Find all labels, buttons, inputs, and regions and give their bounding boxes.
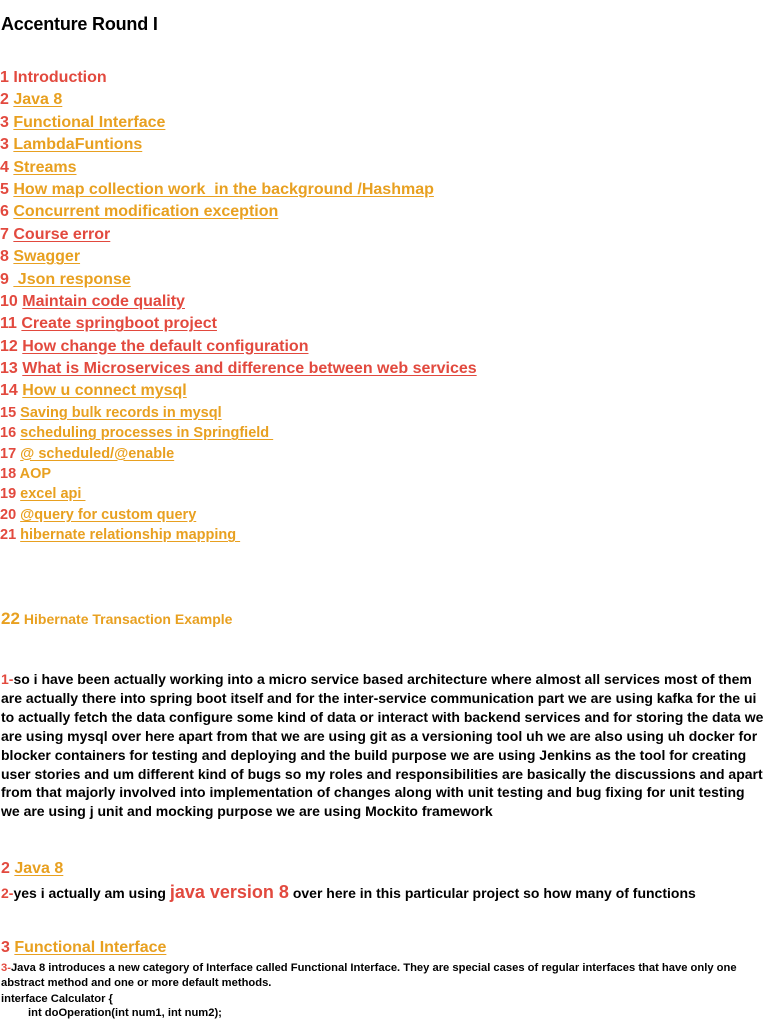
toc-item-link[interactable]: Introduction xyxy=(13,69,107,86)
toc-item-link[interactable]: What is Microservices and difference between web services xyxy=(22,360,477,378)
toc-item-link[interactable]: excel api xyxy=(20,486,86,503)
toc-item[interactable] xyxy=(0,291,477,313)
toc-item[interactable] xyxy=(0,179,477,201)
answer-marker: 1- xyxy=(1,671,14,687)
toc-item-number: 2 xyxy=(0,91,9,109)
toc-item-number: 20 xyxy=(0,506,17,523)
toc-item[interactable] xyxy=(0,336,477,358)
toc-item[interactable] xyxy=(0,157,477,179)
toc-item-link[interactable]: Course error xyxy=(13,225,111,243)
section-title-link[interactable]: Java 8 xyxy=(14,860,64,877)
answer-highlight: java version 8 xyxy=(169,882,289,902)
section-2-heading xyxy=(1,860,63,878)
toc-item-number: 13 xyxy=(0,360,18,378)
toc-item-number: 4 xyxy=(0,158,9,176)
toc-item-number: 9 xyxy=(0,270,9,288)
toc-item[interactable] xyxy=(0,224,477,246)
toc-item-link[interactable]: Swagger xyxy=(13,248,81,266)
toc-item-link[interactable]: LambdaFuntions xyxy=(13,136,143,154)
toc-item[interactable] xyxy=(0,505,477,525)
toc-item-link[interactable]: Streams xyxy=(13,158,77,176)
toc-item-link[interactable]: Saving bulk records in mysql xyxy=(20,404,222,421)
toc-item-link[interactable]: How map collection work in the background /Hashmap xyxy=(13,180,434,198)
toc-item-number: 11 xyxy=(0,315,17,333)
toc-item[interactable] xyxy=(0,67,477,89)
toc-item-link[interactable]: @query for custom query xyxy=(20,506,197,523)
toc-item-number: 8 xyxy=(0,248,9,266)
toc-item[interactable] xyxy=(0,89,477,111)
section-title-link[interactable]: Functional Interface xyxy=(14,939,167,956)
toc-item[interactable] xyxy=(0,380,477,402)
toc-item-number: 3 xyxy=(0,136,9,154)
toc-item[interactable] xyxy=(0,246,477,268)
answer-marker: 2- xyxy=(1,885,14,901)
code-line-2: int doOperation(int num1, int num2); xyxy=(28,1007,222,1019)
toc-item-number: 21 xyxy=(0,527,17,544)
toc-item[interactable] xyxy=(0,525,477,545)
toc-item-number: 3 xyxy=(0,113,9,131)
answer-text-before: yes i actually am using xyxy=(13,885,170,901)
toc-item-link[interactable]: @ scheduled/@enable xyxy=(20,445,175,462)
code-line-1: interface Calculator { xyxy=(1,993,113,1005)
answer-text-after: over here in this particular project so how many of functions xyxy=(288,885,696,901)
toc-item-number: 19 xyxy=(0,486,17,503)
toc-item-number: 10 xyxy=(0,292,18,310)
toc-item-number: 12 xyxy=(0,337,18,355)
answer-paragraph-2 xyxy=(1,882,767,903)
answer-text: so i have been actually working into a micro service based architecture where almost all services most of them are actually there into spring boot itself and for the inter-service communication part we are using kafka for the ui to actually fetch the data configure some kind of data or interact with backend services and for storing the data we are using mysql over here apart from that we are using git as a versioning tool uh we are also using uh docker for blocker containers for testing and deploying and the build purpose we are using Jenkins as the tool for creating user stories and um different kind of bugs so my roles and responsibilities are basically the discussions and apart from that majorly involved into implementation of changes along with unit testing and bug fixing for unit testing we are using j unit and mocking purpose we are using Mockito framework xyxy=(1,671,764,820)
toc-item-number: 17 xyxy=(0,445,17,462)
toc-item[interactable] xyxy=(0,313,477,335)
toc-item[interactable] xyxy=(0,484,477,504)
toc-item[interactable] xyxy=(0,423,477,443)
answer-paragraph-1 xyxy=(1,670,767,821)
table-of-contents xyxy=(0,67,477,546)
toc-item-link[interactable]: How change the default configuration xyxy=(22,337,309,355)
answer-text: Java 8 introduces a new category of Interface called Functional Interface. They are special cases of regular interfaces that have only one abstract method and one or more default methods. xyxy=(1,962,737,989)
section-number: 22 xyxy=(1,609,20,628)
page-title: Accenture Round I xyxy=(1,14,158,34)
section-number: 3 xyxy=(1,939,10,956)
toc-item-link[interactable]: Maintain code quality xyxy=(22,292,185,310)
section-title: Hibernate Transaction Example xyxy=(23,611,233,627)
section-22-heading xyxy=(1,609,232,629)
toc-item-number: 14 xyxy=(0,382,18,400)
toc-item-link[interactable]: How u connect mysql xyxy=(22,382,187,400)
toc-item-link[interactable]: scheduling processes in Springfield xyxy=(20,425,274,442)
toc-item-link[interactable]: AOP xyxy=(19,466,52,483)
toc-item[interactable] xyxy=(0,134,477,156)
section-3-heading xyxy=(1,939,166,957)
answer-paragraph-3 xyxy=(1,961,767,990)
toc-item-number: 5 xyxy=(0,180,9,198)
toc-item-number: 1 xyxy=(0,69,9,86)
toc-item-link[interactable]: Json response xyxy=(13,270,131,288)
toc-item-number: 6 xyxy=(0,203,9,221)
toc-item[interactable] xyxy=(0,112,477,134)
toc-item-number: 7 xyxy=(0,225,9,243)
answer-marker: 3- xyxy=(1,962,11,974)
toc-item-link[interactable]: Concurrent modification exception xyxy=(13,203,279,221)
toc-item-link[interactable]: hibernate relationship mapping xyxy=(20,527,241,544)
toc-item[interactable] xyxy=(0,358,477,380)
section-number: 2 xyxy=(1,860,10,877)
toc-item[interactable] xyxy=(0,464,477,484)
toc-item[interactable] xyxy=(0,444,477,464)
toc-item-link[interactable]: Functional Interface xyxy=(13,113,166,131)
toc-item-number: 15 xyxy=(0,404,17,421)
toc-item-number: 16 xyxy=(0,425,17,442)
toc-item-link[interactable]: Create springboot project xyxy=(21,315,217,333)
toc-item-number: 18 xyxy=(0,466,17,483)
toc-item[interactable] xyxy=(0,201,477,223)
toc-item-link[interactable]: Java 8 xyxy=(13,91,63,109)
toc-item[interactable] xyxy=(0,269,477,291)
toc-item[interactable] xyxy=(0,403,477,423)
